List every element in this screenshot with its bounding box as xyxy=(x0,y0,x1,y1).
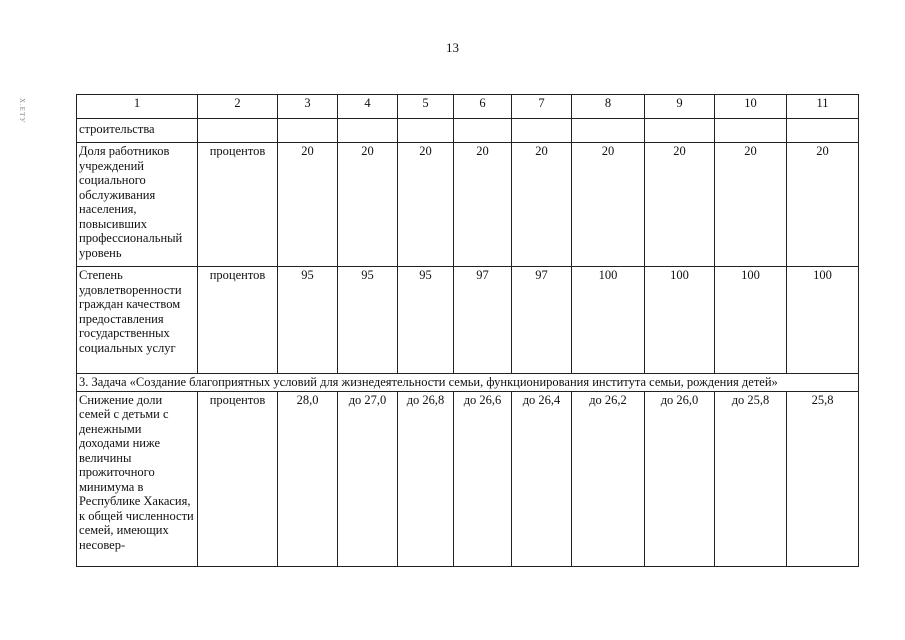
value-cell: 100 xyxy=(645,267,715,374)
empty-cell xyxy=(454,119,512,143)
indicator-name-cell: Степень удовлетворенности граждан качеством предоставления государственных социальных услуг xyxy=(77,267,198,374)
header-cell: 2 xyxy=(198,95,278,119)
section-row xyxy=(77,374,859,392)
empty-cell xyxy=(787,119,859,143)
value-cell: 20 xyxy=(454,143,512,267)
value-cell: до 26,0 xyxy=(645,391,715,566)
value-cell: 100 xyxy=(787,267,859,374)
table-row xyxy=(77,267,859,374)
value-cell: до 26,8 xyxy=(398,391,454,566)
empty-cell xyxy=(278,119,338,143)
value-cell: 95 xyxy=(338,267,398,374)
header-cell: 7 xyxy=(512,95,572,119)
table-header-row xyxy=(77,95,859,119)
value-cell: 25,8 xyxy=(787,391,859,566)
empty-cell xyxy=(338,119,398,143)
header-cell: 3 xyxy=(278,95,338,119)
value-cell: до 26,2 xyxy=(572,391,645,566)
value-cell: 20 xyxy=(787,143,859,267)
value-cell: до 26,6 xyxy=(454,391,512,566)
table-row xyxy=(77,391,859,566)
value-cell: 20 xyxy=(398,143,454,267)
value-cell: 20 xyxy=(512,143,572,267)
side-margin-mark: Х.ЕТУ xyxy=(18,98,26,124)
table-row xyxy=(77,143,859,267)
indicators-table xyxy=(76,94,859,567)
continued-row xyxy=(77,119,859,143)
value-cell: 95 xyxy=(278,267,338,374)
empty-cell xyxy=(512,119,572,143)
value-cell: 100 xyxy=(572,267,645,374)
header-cell: 8 xyxy=(572,95,645,119)
value-cell: 20 xyxy=(278,143,338,267)
header-cell: 4 xyxy=(338,95,398,119)
value-cell: 20 xyxy=(572,143,645,267)
continued-row-label: строительства xyxy=(77,119,198,143)
value-cell: 97 xyxy=(512,267,572,374)
value-cell: 28,0 xyxy=(278,391,338,566)
header-cell: 1 xyxy=(77,95,198,119)
table-body xyxy=(77,95,859,567)
value-cell: до 27,0 xyxy=(338,391,398,566)
empty-cell xyxy=(398,119,454,143)
value-cell: 20 xyxy=(338,143,398,267)
value-cell: 95 xyxy=(398,267,454,374)
value-cell: до 25,8 xyxy=(715,391,787,566)
empty-cell xyxy=(645,119,715,143)
indicator-name-cell: Снижение доли семей с детьми с денежными доходами ниже величины прожиточного минимума в Республике Хакасия, к общей численности семей, имеющих несовер- xyxy=(77,391,198,566)
value-cell: 100 xyxy=(715,267,787,374)
value-cell: 20 xyxy=(715,143,787,267)
unit-cell: процентов xyxy=(198,391,278,566)
header-cell: 11 xyxy=(787,95,859,119)
page-number: 13 xyxy=(446,40,459,55)
header-cell: 6 xyxy=(454,95,512,119)
header-cell: 9 xyxy=(645,95,715,119)
empty-cell xyxy=(572,119,645,143)
section-title: 3. Задача «Создание благоприятных условий для жизнедеятельности семьи, функционирования института семьи, рождения детей» xyxy=(77,374,859,392)
unit-cell: процентов xyxy=(198,267,278,374)
value-cell: до 26,4 xyxy=(512,391,572,566)
header-cell: 5 xyxy=(398,95,454,119)
header-cell: 10 xyxy=(715,95,787,119)
empty-cell xyxy=(715,119,787,143)
empty-cell xyxy=(198,119,278,143)
indicator-name-cell: Доля работников учреждений социального обслуживания населения, повысивших профессиональный уровень xyxy=(77,143,198,267)
unit-cell: процентов xyxy=(198,143,278,267)
value-cell: 97 xyxy=(454,267,512,374)
value-cell: 20 xyxy=(645,143,715,267)
